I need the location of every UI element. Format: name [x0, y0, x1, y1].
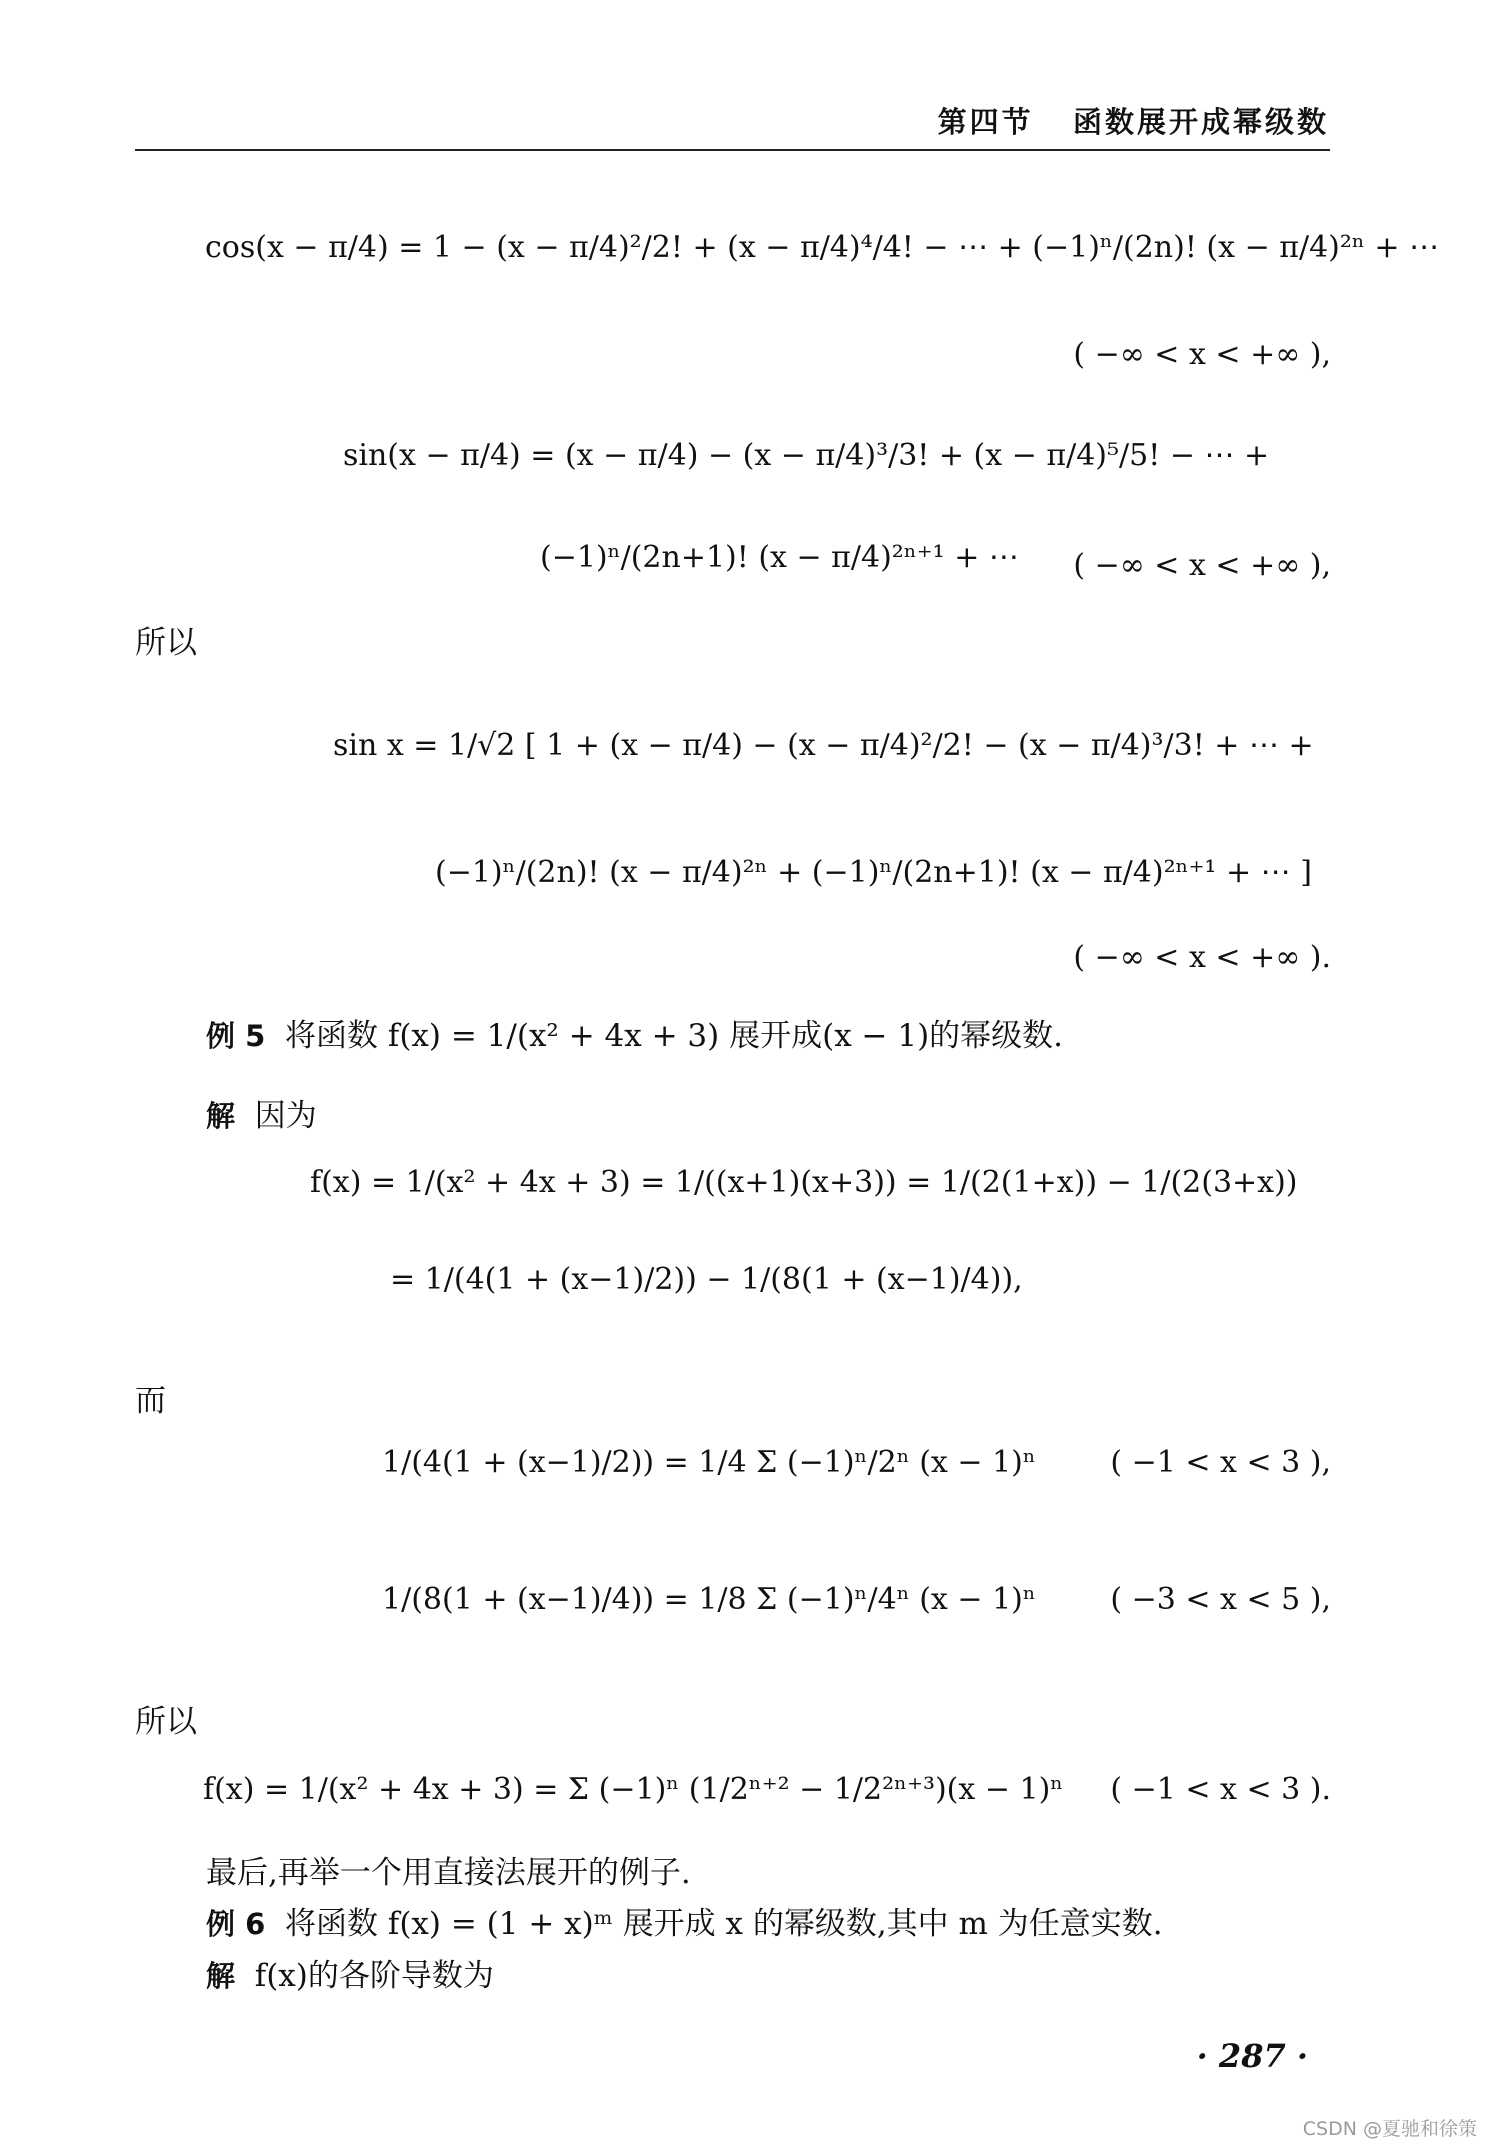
section-title: 函数展开成幂级数: [1072, 105, 1329, 139]
final-result: f(x) = 1/(x² + 4x + 3) = Σ (−1)ⁿ (1/2ⁿ⁺² − 1/2²ⁿ⁺³)(x − 1)ⁿ: [203, 1772, 1064, 1807]
cos-expansion: cos(x − π/4) = 1 − (x − π/4)²/2! + (x − π/4)⁴/4! − ⋯ + (−1)ⁿ/(2n)! (x − π/4)²ⁿ + ⋯: [205, 230, 1440, 265]
example-6: [206, 1898, 1163, 1943]
paragraph-suoyi-1: 所以: [135, 625, 197, 661]
sin-range: ( −∞ < x < +∞ ),: [1073, 548, 1331, 583]
sinx-line1: sin x = 1/√2 [ 1 + (x − π/4) − (x − π/4)²/2! − (x − π/4)³/3! + ⋯ +: [333, 728, 1314, 763]
solution-2: [206, 1950, 494, 1995]
watermark: CSDN @夏驰和徐策: [1302, 2118, 1477, 2140]
solution-2-label: 解: [206, 1959, 236, 1993]
example-5-label: 例 5: [206, 1019, 266, 1053]
fx-line2: = 1/(4(1 + (x−1)/2)) − 1/(8(1 + (x−1)/4)),: [390, 1262, 1023, 1297]
solution-1-text: 因为: [254, 1098, 317, 1134]
solution-1: [206, 1090, 317, 1135]
series-1-range: ( −1 < x < 3 ),: [1110, 1445, 1331, 1480]
solution-1-label: 解: [206, 1099, 236, 1133]
series-2: 1/(8(1 + (x−1)/4)) = 1/8 Σ (−1)ⁿ/4ⁿ (x − 1)ⁿ: [382, 1582, 1036, 1617]
paragraph-last-example-intro: 最后,再举一个用直接法展开的例子.: [206, 1855, 691, 1891]
sinx-range: ( −∞ < x < +∞ ).: [1073, 940, 1331, 975]
paragraph-er: 而: [135, 1383, 166, 1419]
sin-expansion-line1: sin(x − π/4) = (x − π/4) − (x − π/4)³/3! + (x − π/4)⁵/5! − ⋯ +: [343, 438, 1270, 473]
fx-line1: f(x) = 1/(x² + 4x + 3) = 1/((x+1)(x+3)) = 1/(2(1+x)) − 1/(2(3+x)): [310, 1165, 1298, 1200]
series-1: 1/(4(1 + (x−1)/2)) = 1/4 Σ (−1)ⁿ/2ⁿ (x − 1)ⁿ: [382, 1445, 1036, 1480]
final-range: ( −1 < x < 3 ).: [1110, 1772, 1331, 1807]
header-rule: [135, 149, 1330, 151]
solution-2-text: f(x)的各阶导数为: [254, 1958, 494, 1994]
example-6-text: 将函数 f(x) = (1 + x)ᵐ 展开成 x 的幂级数,其中 m 为任意实数.: [285, 1906, 1163, 1942]
running-header: [938, 100, 1329, 141]
section-label: 第四节: [937, 105, 1034, 139]
sinx-line2: (−1)ⁿ/(2n)! (x − π/4)²ⁿ + (−1)ⁿ/(2n+1)! (x − π/4)²ⁿ⁺¹ + ⋯ ]: [435, 855, 1312, 890]
sin-expansion-line2: (−1)ⁿ/(2n+1)! (x − π/4)²ⁿ⁺¹ + ⋯: [540, 540, 1019, 575]
paragraph-suoyi-2: 所以: [135, 1704, 197, 1740]
example-5-text: 将函数 f(x) = 1/(x² + 4x + 3) 展开成(x − 1)的幂级数.: [285, 1018, 1064, 1054]
example-5: [206, 1010, 1063, 1055]
series-2-range: ( −3 < x < 5 ),: [1110, 1582, 1331, 1617]
example-6-label: 例 6: [206, 1907, 266, 1941]
page-number: · 287 ·: [1196, 2037, 1308, 2075]
cos-range: ( −∞ < x < +∞ ),: [1073, 337, 1331, 372]
